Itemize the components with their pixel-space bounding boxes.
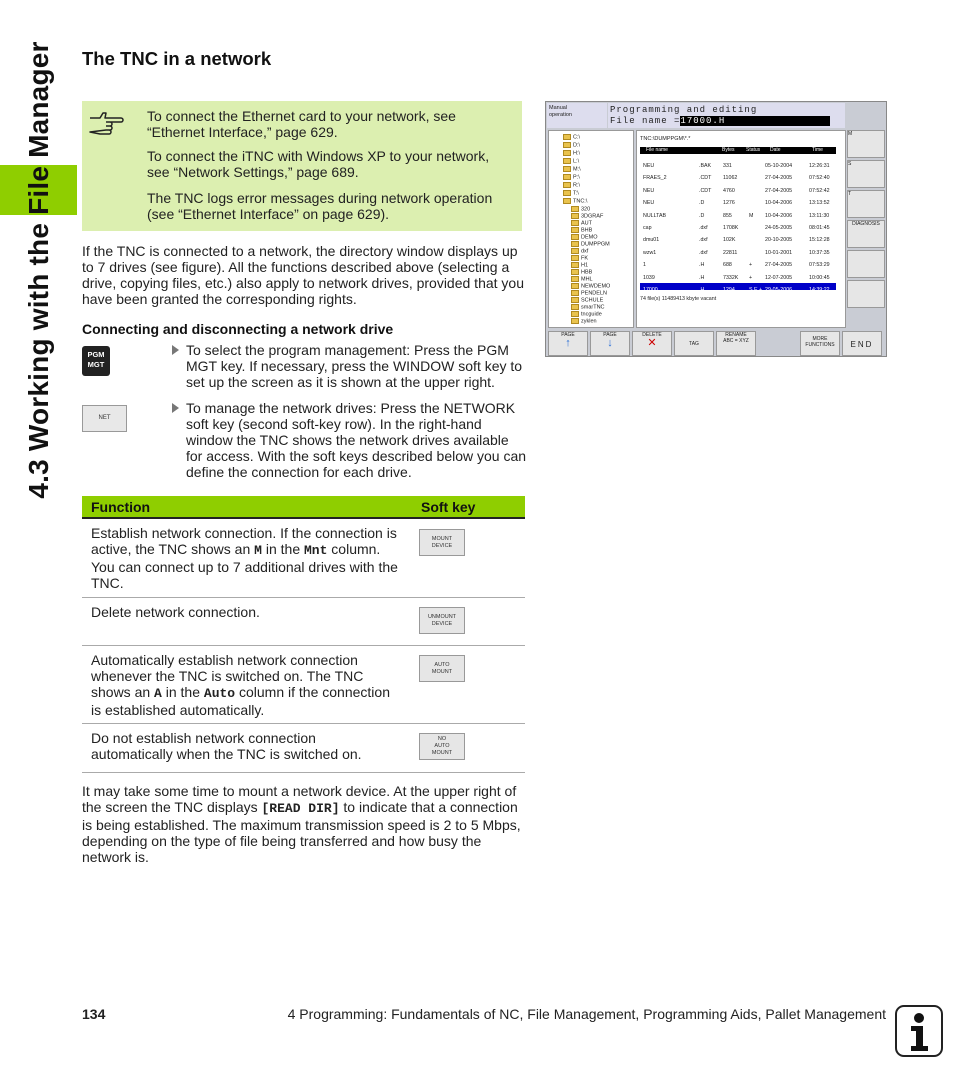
no-auto-mount-softkey: NO AUTO MOUNT (419, 733, 465, 760)
end-softkey: END (842, 331, 882, 356)
auto-mount-softkey: AUTO MOUNT (419, 655, 465, 682)
file-summary: 74 file(s) 11489413 kbyte vacant (640, 296, 717, 302)
table-row (82, 724, 525, 773)
pointing-hand-icon (88, 110, 124, 138)
tree-drive: D:\ (563, 142, 580, 148)
intro-paragraph: If the TNC is connected to a network, the directory window displays up to 7 drives (see figure). All the functions described above (selecting a drive, copying files, etc.) also apply to network drives, provided that you have been granted the corresponding rights. (82, 243, 524, 307)
side-softkey-diagnosis: DIAGNOSIS (847, 220, 885, 248)
step-arrow-icon (172, 345, 179, 355)
screen-title: Programming and editing (610, 105, 758, 115)
column-header-softkey: Soft key (421, 499, 476, 515)
net-softkey: NET (82, 405, 127, 432)
tag-softkey: TAG (674, 331, 714, 356)
tree-drive: H:\ (563, 150, 580, 156)
file-list: TNC:\DUMPPGM\*.* File name Bytes Status Date Time NEU .BAK 331 05-10-2004 12:26:31 FRAES_2 .CDT 11062 27-04-2005 07:52:40 NEU .CDT 4760 27-04-2005 07:52:42 NEU .D 1276 10-04-2006 13:13:52 NULLTAB .D 855 M 10-04-2006 13:11:30 cap .dxf 1708K 24-05-2005 08:01:45 dmu01 .dxf 102K 20-10-2005 15:12:28 wzw1 .dxf 22811 10-01-2001 10:37:35 1 .H 688 + 27-04-2005 07:53:29 1039 .H 7332K + 12-07-2005 10:00:45 17000 .H 1294 S E + 29-05-2006 14:39:22 74 file(s) 11489413 kbyte vacant (636, 130, 846, 328)
tree-drive: C:\ (563, 134, 580, 140)
side-softkey-empty (847, 280, 885, 308)
column-header-function: Function (91, 499, 151, 515)
tree-folder: 320 (571, 206, 590, 212)
step-text: To manage the network drives: Press the NETWORK soft key (second soft-key row). In the right-hand window the TNC shows the network drives available for access. With the soft keys described below you can define the connection for each drive. (186, 400, 527, 480)
file-path: TNC:\DUMPPGM\*.* (640, 136, 691, 142)
side-softkey-t: T (847, 190, 885, 218)
function-description: Delete network connection. (91, 604, 260, 620)
tree-folder: DEMO (571, 234, 598, 240)
tree-folder: H1 (571, 262, 588, 268)
note-paragraph: To connect the iTNC with Windows XP to your network, see “Network Settings,” page 689. (147, 148, 490, 180)
function-description: Automatically establish network connection whenever the TNC is switched on. The TNC shows an A in the Auto column if the connection is established automatically. (91, 652, 390, 718)
note-paragraph: The TNC logs error messages during network operation (see “Ethernet Interface” on page 629). (147, 190, 493, 222)
tree-folder: BHB (571, 227, 592, 233)
tree-folder: zyklen (571, 318, 597, 324)
tree-folder: FK (571, 255, 588, 261)
tree-folder: MHL (571, 276, 593, 282)
arrow-down-icon: ↓ (607, 337, 613, 349)
note-paragraph: To connect the Ethernet card to your network, see “Ethernet Interface,” page 629. (147, 108, 456, 140)
unmount-device-softkey: UNMOUNT DEVICE (419, 607, 465, 634)
softkey-empty (758, 331, 798, 356)
tnc-screen-figure (545, 101, 887, 357)
tree-folder: 3DGRAF (571, 213, 603, 219)
tree-folder: DUMPPGM (571, 241, 610, 247)
table-row (82, 598, 525, 646)
subheading: Connecting and disconnecting a network drive (82, 321, 394, 337)
more-functions-softkey: MORE FUNCTIONS (800, 331, 840, 356)
tree-folder: smarTNC (571, 304, 605, 310)
tree-drive: R:\ (563, 182, 580, 188)
function-description: Do not establish network connection automatically when the TNC is switched on. (91, 730, 362, 762)
tree-folder: AUT (571, 220, 592, 226)
tree-folder: NEWDEMO (571, 283, 610, 289)
selected-row-highlight (640, 283, 836, 290)
step-text: To select the program management: Press the PGM MGT key. If necessary, press the WINDOW soft key to set up the screen as it is shown at the upper right. (186, 342, 523, 390)
side-softkey-empty (847, 250, 885, 278)
tree-folder: tncguide (571, 311, 602, 317)
tree-drive: TNC:\ (563, 198, 587, 204)
delete-softkey: DELETE ✕ (632, 331, 672, 356)
pgm-mgt-key: PGM MGT (82, 346, 110, 376)
table-row (82, 519, 525, 598)
screen-side-panel (847, 130, 885, 328)
step-arrow-icon (172, 403, 179, 413)
page-down-softkey: PAGE ↓ (590, 331, 630, 356)
closing-paragraph: It may take some time to mount a network device. At the upper right of the screen the TNC displays [READ DIR] to indicate that a connection is being established. The maximum transmission speed is 2 to 5 Mbps, depending on the type of file being transferred and how busy the network is. (82, 783, 521, 865)
tree-drive: P:\ (563, 174, 580, 180)
tree-drive: T:\ (563, 190, 579, 196)
chapter-side-title: 4.3 Working with the File Manager (22, 41, 54, 499)
side-softkey-m: M (847, 130, 885, 158)
info-i-icon (895, 1005, 943, 1057)
page-up-softkey: PAGE ↑ (548, 331, 588, 356)
delete-cross-icon: ✕ (647, 337, 657, 349)
directory-tree (548, 130, 634, 328)
screen-softkey-row (548, 331, 884, 356)
tree-folder: dxf (571, 248, 588, 254)
tree-drive: L:\ (563, 158, 579, 164)
screen-mode-label: Manual operation (547, 103, 607, 128)
mount-device-softkey: MOUNT DEVICE (419, 529, 465, 556)
rename-softkey: RENAME ABC = XYZ (716, 331, 756, 356)
tree-folder: SCHULE (571, 297, 603, 303)
function-description: Establish network connection. If the connection is active, the TNC shows an M in the Mnt column. You can connect up to 7 additional drives with the TNC. (91, 525, 398, 591)
arrow-up-icon: ↑ (565, 337, 571, 349)
footer-chapter-text: 4 Programming: Fundamentals of NC, File Management, Programming Aids, Pallet Management (287, 1006, 886, 1022)
function-table (82, 496, 525, 773)
tree-folder: HBB (571, 269, 592, 275)
page-number: 134 (82, 1006, 106, 1022)
table-header (82, 496, 525, 519)
section-title: The TNC in a network (82, 48, 272, 69)
screen-filename: File name =17000.H (610, 116, 830, 126)
file-list-header: File name Bytes Status Date Time (640, 147, 836, 154)
table-row (82, 646, 525, 724)
side-softkey-s: S (847, 160, 885, 188)
tree-drive: M:\ (563, 166, 581, 172)
tree-folder: PENDELN (571, 290, 607, 296)
